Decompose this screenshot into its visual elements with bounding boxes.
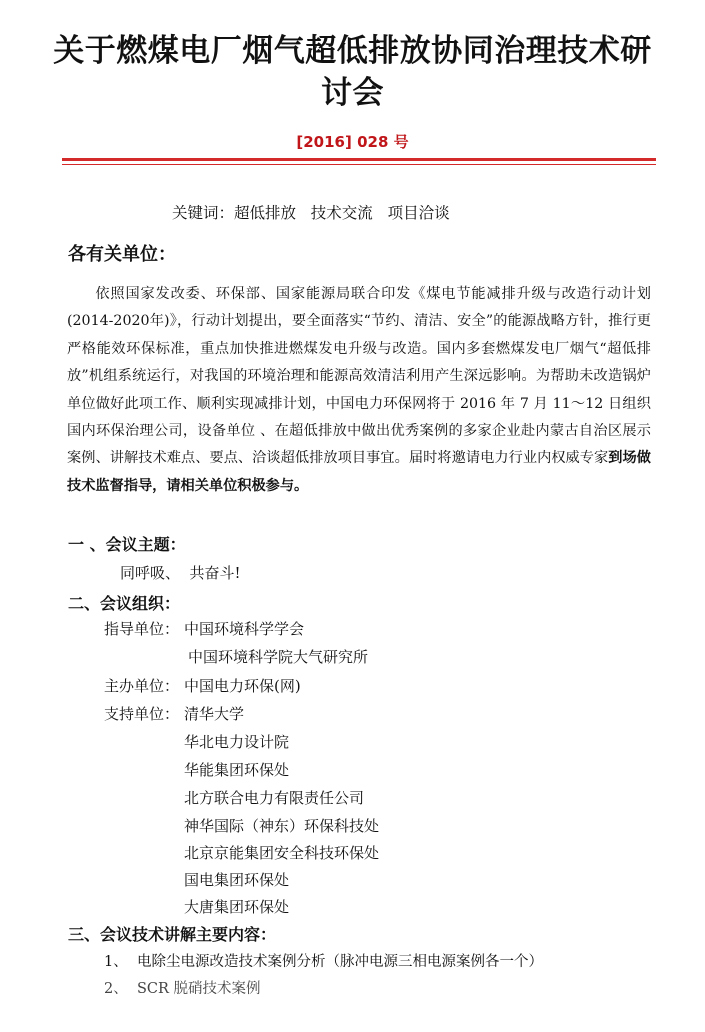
section-heading-theme: 一 、会议主题： xyxy=(68,535,186,554)
support-unit-item: 清华大学 xyxy=(184,705,245,723)
intro-text: 依照国家发改委、环保部、国家能源局联合印发《煤电节能减排升级与改造行动计划(2014-2020年)》，行动计划提出，要全面落实“节约、清洁、安全”的能源战略方针，推行更严格能效环保标准，重点加快推进燃煤发电升级与改造。国内多套燃煤发电厂烟气“超低排放”机组系统运行，对我国的环境治理和能源高效清洁利用产生深远影响。为帮助未改造锅炉单位做好此项工作、顺利实现减排计划，中国电力环保网将于 2016 年 7 月 11～12 日组织国内环保治理公司，设备单位 、在超低排放中做出优秀案例的多家企业赴内蒙古自治区展示案例、讲解技术难点、要点、洽谈超低排放项目事宜。届时将邀请电力行业内权威专家 xyxy=(67,286,651,467)
intro-paragraph xyxy=(67,281,651,500)
guide-unit-label: 指导单位： xyxy=(104,620,180,638)
support-unit-item: 华北电力设计院 xyxy=(184,733,290,751)
section-heading-topics: 三、会议技术讲解主要内容： xyxy=(68,925,277,944)
support-unit-item: 北方联合电力有限责任公司 xyxy=(184,789,365,807)
support-unit-label: 支持单位： xyxy=(104,705,180,723)
header-divider-thick xyxy=(62,158,656,161)
guide-unit-item: 中国环境科学学会 xyxy=(184,620,305,638)
support-unit-item: 国电集团环保处 xyxy=(184,871,290,889)
host-unit-label: 主办单位： xyxy=(104,677,180,695)
support-unit-item: 华能集团环保处 xyxy=(184,761,290,779)
topic-item: 2、 SCR 脱硝技术案例 xyxy=(104,981,261,997)
section-heading-organization: 二、会议组织： xyxy=(68,594,181,613)
topic-item: 1、 电除尘电源改造技术案例分析（脉冲电源三相电源案例各一个） xyxy=(104,954,543,970)
guide-unit-item: 中国环境科学院大气研究所 xyxy=(188,648,369,666)
document-title: 关于燃煤电厂烟气超低排放协同治理技术研讨会 xyxy=(53,33,652,111)
host-unit: 中国电力环保(网) xyxy=(184,677,301,695)
header-divider-thin xyxy=(62,164,656,165)
keywords-line: 关键词：超低排放 技术交流 项目洽谈 xyxy=(172,204,450,222)
meeting-theme: 同呼吸、 共奋斗! xyxy=(120,564,241,582)
support-unit-item: 大唐集团环保处 xyxy=(184,898,290,916)
document-number: [2016] 028 号 xyxy=(296,133,409,151)
intro-bold-tail: 到场做技术监督指导，请相关单位积极参与。 xyxy=(67,450,651,494)
support-unit-item: 北京京能集团安全科技环保处 xyxy=(184,844,380,862)
salutation: 各有关单位： xyxy=(68,244,176,265)
support-unit-item: 神华国际（神东）环保科技处 xyxy=(184,817,380,835)
